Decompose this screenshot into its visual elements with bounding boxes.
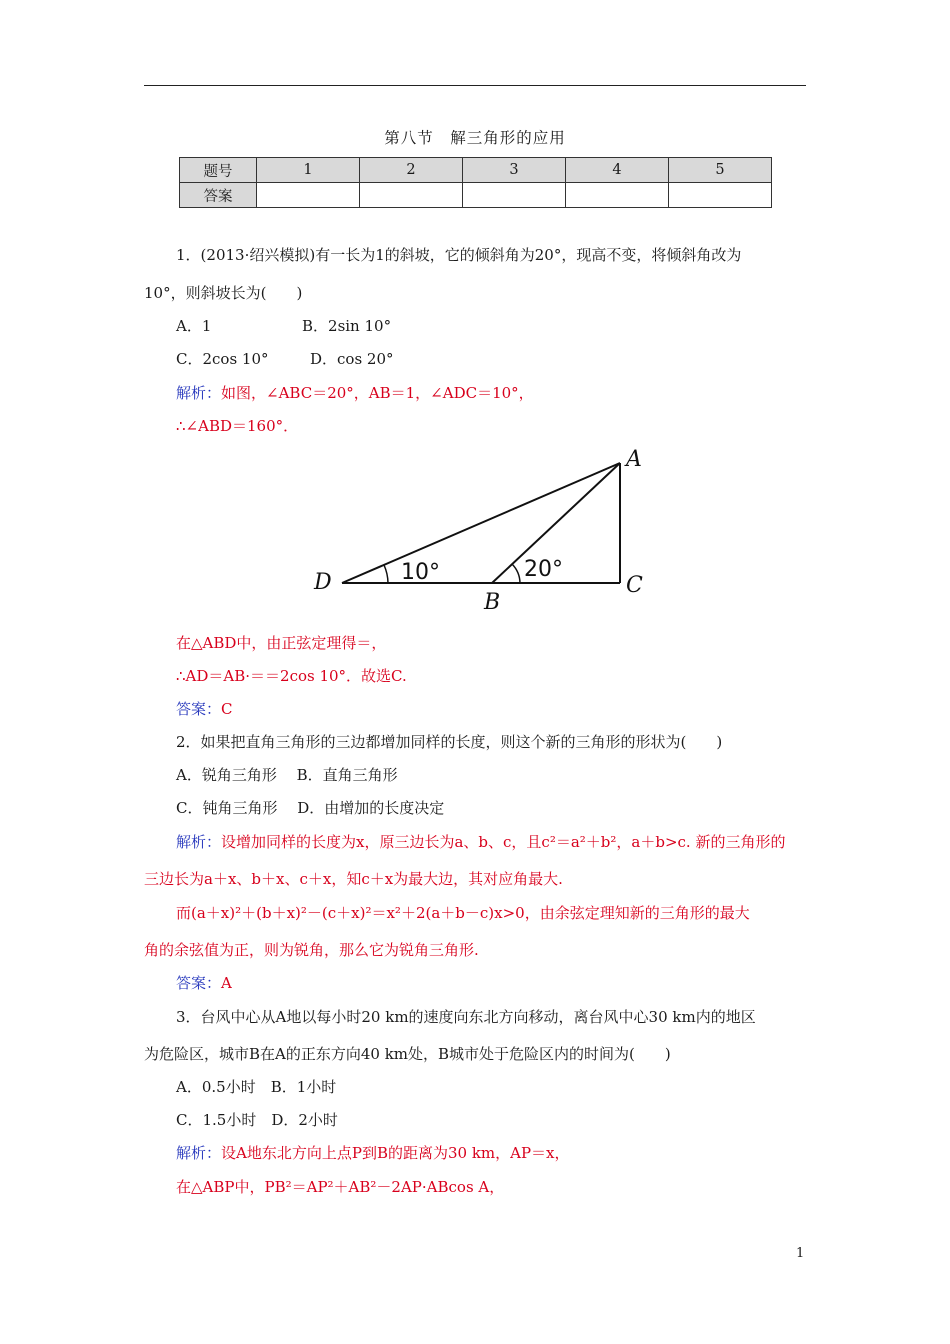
- q1-solution-line-1: [176, 383, 534, 403]
- q2-solution-text-1: 设增加同样的长度为x，原三边长为a、b、c，且c²＝a²＋b²，a＋b>c. 新的三角形的: [221, 833, 786, 851]
- q3-options-ab: A．0.5小时 B．1小时: [176, 1078, 337, 1096]
- q1-solution-line-4: ∴AD＝AB·＝＝2cos 10°．故选C.: [176, 667, 407, 685]
- q2-solution-line-3: 而(a＋x)²＋(b＋x)²－(c＋x)²＝x²＋2(a＋b－c)x>0，由余弦定理知新的三角形的最大: [176, 904, 750, 922]
- q2-answer-label: 答案：: [176, 974, 222, 992]
- table-cell-number: 3: [463, 158, 566, 183]
- table-row: [180, 183, 772, 208]
- q1-solution-text-1: 如图，∠ABC＝20°，AB＝1，∠ADC＝10°，: [221, 384, 534, 402]
- angle-label-d: 10°: [401, 560, 440, 585]
- section-title: 第八节 解三角形的应用: [384, 129, 566, 147]
- q2-solution-label: 解析：: [176, 833, 222, 851]
- label-c: C: [626, 573, 643, 598]
- label-b: B: [484, 590, 501, 615]
- triangle-figure: [300, 440, 660, 620]
- q1-solution-line-2: ∴∠ABD＝160°．: [176, 417, 299, 435]
- q1-answer-label: 答案：: [176, 700, 222, 718]
- angle-arc-b: [512, 564, 520, 583]
- table-cell-answer: [566, 183, 669, 208]
- q1-answer-value: C: [221, 700, 233, 718]
- q1-stem-line-2: 10°，则斜坡长为( ): [144, 284, 303, 302]
- q3-options-cd: C．1.5小时 D．2小时: [176, 1111, 338, 1129]
- table-header-answer: 答案: [180, 183, 257, 208]
- q3-solution-text-1: 设A地东北方向上点P到B的距离为30 km，AP＝x，: [221, 1144, 570, 1162]
- q1-option-c: C．2cos 10°: [176, 350, 269, 368]
- label-a: A: [626, 447, 642, 472]
- q1-solution-label: 解析：: [176, 384, 222, 402]
- header-rule: [144, 85, 806, 86]
- q2-answer-value: A: [221, 974, 232, 992]
- table-cell-number: 1: [257, 158, 360, 183]
- q1-option-b: B．2sin 10°: [302, 317, 392, 335]
- table-cell-answer: [463, 183, 566, 208]
- q2-options-ab: A．锐角三角形 B．直角三角形: [176, 766, 398, 784]
- q3-stem-line-2: 为危险区，城市B在A的正东方向40 km处，B城市处于危险区内的时间为( ): [144, 1045, 671, 1063]
- q3-solution-line-1: [176, 1143, 570, 1163]
- q2-solution-line-4: 角的余弦值为正，则为锐角，那么它为锐角三角形.: [144, 941, 479, 959]
- table-cell-answer: [257, 183, 360, 208]
- angle-label-b: 20°: [524, 557, 563, 582]
- q2-solution-line-2: 三边长为a＋x、b＋x、c＋x，知c＋x为最大边，其对应角最大.: [144, 870, 563, 888]
- table-header-number: 题号: [180, 158, 257, 183]
- q2-options-cd: C．钝角三角形 D．由增加的长度决定: [176, 799, 445, 817]
- q1-solution-line-3: 在△ABD中，由正弦定理得＝，: [176, 634, 387, 652]
- table-cell-number: 5: [669, 158, 772, 183]
- table-cell-number: 4: [566, 158, 669, 183]
- q3-stem-line-1: 3．台风中心从A地以每小时20 km的速度向东北方向移动，离台风中心30 km内的地区: [176, 1008, 756, 1026]
- table-cell-answer: [669, 183, 772, 208]
- q2-answer: [176, 973, 232, 993]
- q1-option-a: A．1: [176, 317, 212, 335]
- answer-table: [179, 157, 772, 208]
- q1-option-d: D．cos 20°: [310, 350, 394, 368]
- table-cell-number: 2: [360, 158, 463, 183]
- angle-arc-d: [384, 565, 388, 583]
- table-row: [180, 158, 772, 183]
- q3-solution-line-2: 在△ABP中，PB²＝AP²＋AB²－2AP·ABcos A，: [176, 1178, 505, 1196]
- q2-stem: 2．如果把直角三角形的三边都增加同样的长度，则这个新的三角形的形状为( ): [176, 733, 723, 751]
- line-da: [342, 463, 620, 583]
- q1-stem-line-1: 1．(2013·绍兴模拟)有一长为1的斜坡，它的倾斜角为20°，现高不变，将倾斜角改为: [176, 246, 742, 264]
- q3-solution-label: 解析：: [176, 1144, 222, 1162]
- table-cell-answer: [360, 183, 463, 208]
- label-d: D: [314, 570, 332, 595]
- q1-answer: [176, 699, 233, 719]
- page-number: 1: [796, 1246, 805, 1261]
- q2-solution-line-1: [176, 832, 785, 852]
